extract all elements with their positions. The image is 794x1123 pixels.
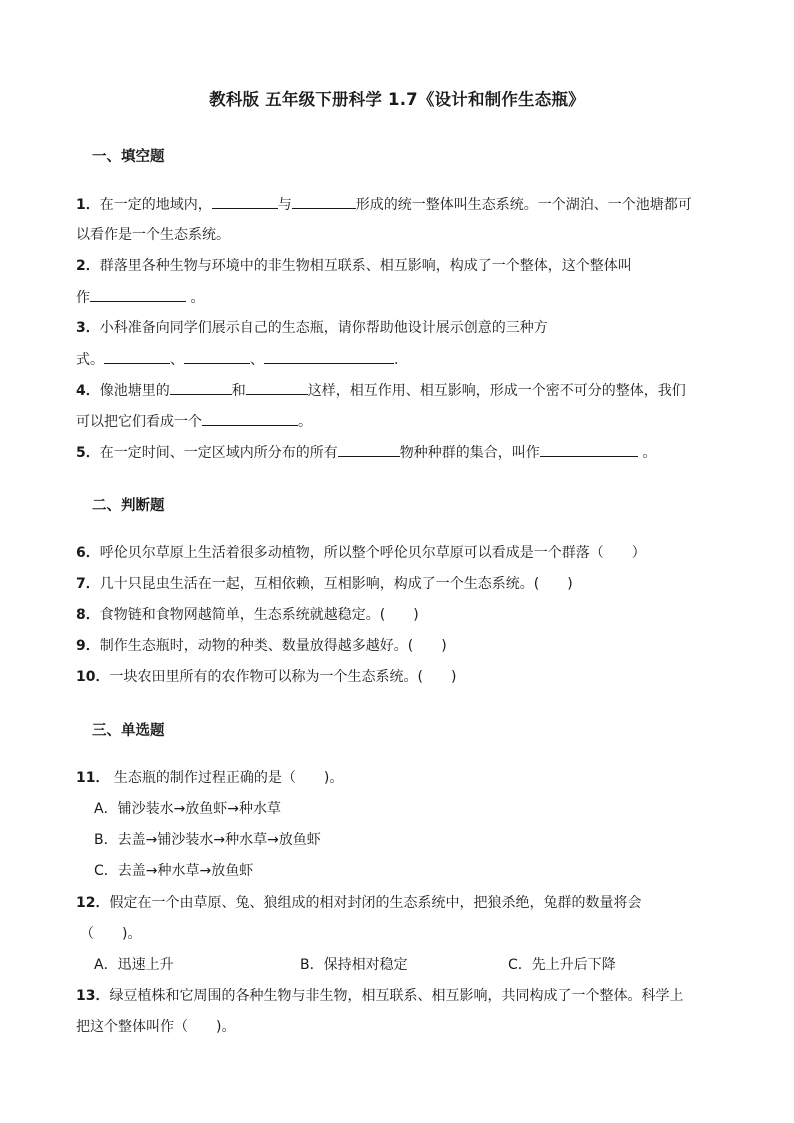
option-c[interactable]: C．去盖→种水草→放鱼虾 [94,863,254,879]
question-number: 2． [76,258,100,274]
question-7: 7．几十只昆虫生活在一起，互相依赖，互相影响，构成了一个生态系统。( ) [76,576,573,592]
question-number: 12． [76,895,110,911]
answer-blank[interactable] [184,349,250,364]
question-3: 3．小科准备向同学们展示自己的生态瓶，请你帮助他设计展示创意的三种方 [76,320,548,336]
question-number: 4． [76,383,100,399]
question-number: 13． [76,988,110,1004]
answer-blank[interactable] [90,287,186,302]
section-heading-single-choice: 三、单选题 [92,723,165,739]
answer-blank[interactable] [540,442,638,457]
question-13: 13．绿豆植株和它周围的各种生物与非生物，相互联系、相互影响，共同构成了一个整体。科学上 [76,988,684,1004]
question-4-cont: 可以把它们看成一个 。 [76,411,312,432]
question-number: 8． [76,607,100,623]
answer-blank[interactable] [170,380,232,395]
question-13-cont: 把这个整体叫作（ )。 [76,1019,236,1035]
page-title: 教科版 五年级下册科学 1.7《设计和制作生态瓶》 [209,90,585,109]
question-number: 7． [76,576,100,592]
answer-blank[interactable] [202,411,298,426]
question-number: 1． [76,197,100,213]
answer-blank[interactable] [104,349,170,364]
answer-blank[interactable] [264,349,394,364]
option-a[interactable]: A．迅速上升 [94,957,174,973]
section-heading-fill-in: 一、填空题 [92,149,165,165]
question-1: 1．在一定的地域内， 与 形成的统一整体叫生态系统。一个湖泊、一个池塘都可 [76,194,692,215]
question-4: 4．像池塘里的 和 这样，相互作用、相互影响，形成一个密不可分的整体，我们 [76,380,686,401]
question-11: 11． 生态瓶的制作过程正确的是（ )。 [76,770,344,786]
option-b[interactable]: B．保持相对稳定 [300,957,408,973]
question-9: 9．制作生态瓶时，动物的种类、数量放得越多越好。( ) [76,638,447,654]
option-b[interactable]: B．去盖→铺沙装水→种水草→放鱼虾 [94,832,321,848]
question-2: 2．群落里各种生物与环境中的非生物相互联系、相互影响，构成了一个整体，这个整体叫 [76,258,632,274]
section-heading-true-false: 二、判断题 [92,498,165,514]
question-number: 9． [76,638,100,654]
question-number: 3． [76,320,100,336]
question-12: 12．假定在一个由草原、兔、狼组成的相对封闭的生态系统中，把狼杀绝，兔群的数量将会 [76,895,642,911]
answer-blank[interactable] [292,194,356,209]
option-a[interactable]: A．铺沙装水→放鱼虾→种水草 [94,801,282,817]
question-number: 11． [76,770,110,786]
question-6: 6．呼伦贝尔草原上生活着很多动植物，所以整个呼伦贝尔草原可以看成是一个群落（ ） [76,545,646,561]
question-number: 5． [76,445,100,461]
answer-blank[interactable] [246,380,308,395]
question-8: 8．食物链和食物网越简单，生态系统就越稳定。( ) [76,607,419,623]
question-10: 10．一块农田里所有的农作物可以称为一个生态系统。( ) [76,669,457,685]
answer-blank[interactable] [338,442,400,457]
option-c[interactable]: C．先上升后下降 [508,957,616,973]
question-number: 6． [76,545,100,561]
question-1-cont: 以看作是一个生态系统。 [76,227,230,243]
question-5: 5．在一定时间、一定区域内所分布的所有 物种种群的集合，叫作 。 [76,442,656,463]
answer-blank[interactable] [212,194,278,209]
question-2-cont: 作 。 [76,287,204,308]
question-12-cont: （ )。 [80,926,142,942]
question-number: 10． [76,669,110,685]
question-3-cont: 式。 、 、 . [76,349,398,370]
